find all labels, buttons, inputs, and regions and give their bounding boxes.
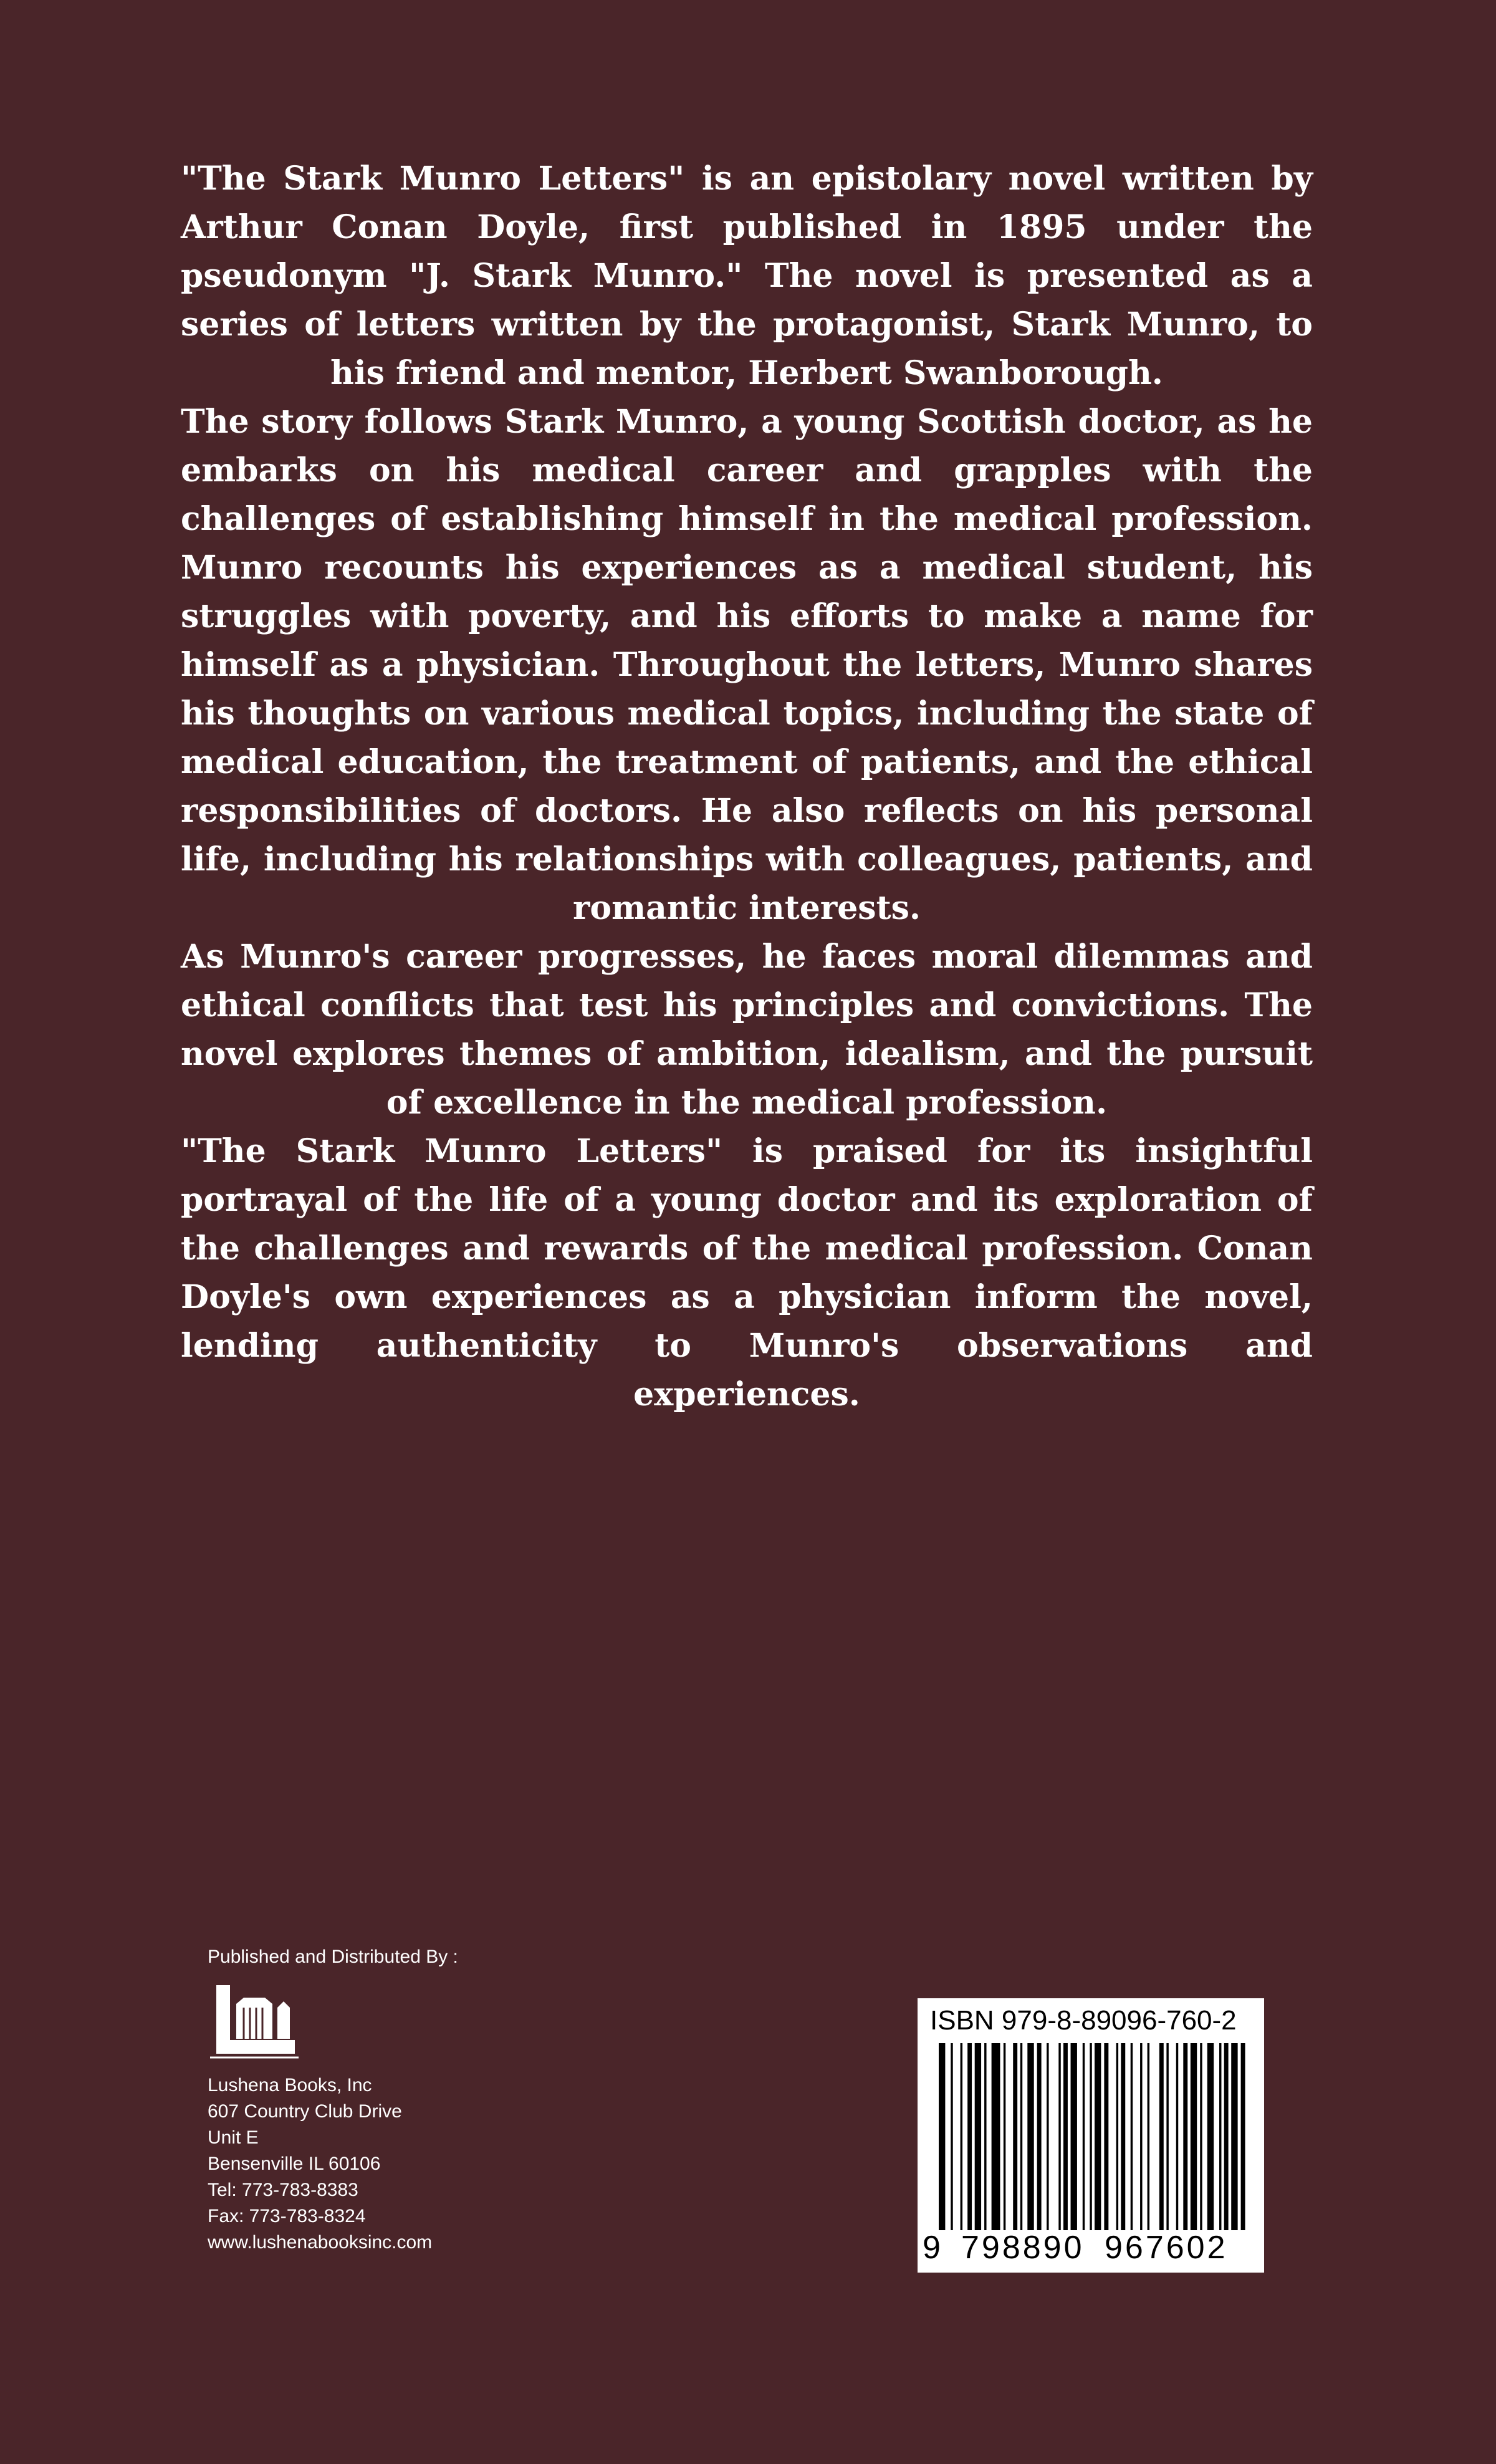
barcode-bar: [1020, 2043, 1022, 2230]
barcode-bar: [1207, 2043, 1214, 2230]
description-paragraph: "The Stark Munro Letters" is an epistolary novel written by Arthur Conan Doyle, first published in 1895 under the pseudonym "J. Stark Munro." The novel is presented as a series of letters written by the protagonist, Stark Munro, to his friend and mentor, Herbert Swanborough.: [181, 160, 1313, 392]
barcode-bar: [1058, 2043, 1060, 2230]
publisher-fax: Fax: 773-783-8324: [208, 2206, 366, 2226]
barcode-bar: [1083, 2043, 1085, 2230]
publisher-heading: Published and Distributed By :: [208, 1947, 458, 1967]
publisher-block: [208, 1945, 644, 2256]
barcode-bar: [1183, 2043, 1187, 2230]
barcode-bar: [1224, 2043, 1229, 2230]
barcode-bar: [1131, 2043, 1133, 2230]
barcode-bar: [975, 2043, 981, 2230]
description-paragraph: The story follows Stark Munro, a young Scottish doctor, as he embarks on his medical career and grapples with the challenges of establishing himself in the medical profession. Munro recounts his experiences as a medical student, his struggles with poverty, and his efforts to make a name for himself as a physician. Throughout the letters, Munro shares his thoughts on various medical topics, including the state of medical education, the treatment of patients, and the ethical responsibilities of doctors. He also reflects on his personal life, including his relationships with colleagues, patients, and romantic interests.: [181, 403, 1313, 927]
barcode-bar: [1176, 2043, 1178, 2230]
barcode-bar: [1219, 2043, 1221, 2230]
barcode-bar: [939, 2043, 945, 2230]
barcode-bar: [1166, 2043, 1168, 2230]
book-description: [181, 155, 1313, 1419]
publisher-tel: Tel: 773-783-8383: [208, 2180, 358, 2200]
barcode-bar: [1004, 2043, 1005, 2230]
barcode-bar: [992, 2043, 1000, 2230]
barcode-bar: [1159, 2043, 1164, 2230]
barcode-bars: [939, 2043, 1250, 2230]
barcode-bar: [1191, 2043, 1197, 2230]
barcode-left-group: 798890: [961, 2230, 1085, 2266]
barcode-bar: [967, 2043, 972, 2230]
publisher-address-line2: Unit E: [208, 2127, 259, 2148]
barcode-bar: [1148, 2043, 1149, 2230]
barcode-bar: [1037, 2043, 1042, 2230]
barcode-bar: [1090, 2043, 1091, 2230]
barcode-bar: [1063, 2043, 1068, 2230]
publisher-address-line1: 607 Country Club Drive: [208, 2101, 402, 2122]
isbn-label: ISBN 979-8-89096-760-2: [930, 2005, 1237, 2036]
barcode-bar: [1200, 2043, 1202, 2230]
barcode-bar: [1140, 2043, 1142, 2230]
barcode-bar: [1095, 2043, 1101, 2230]
publisher-name: Lushena Books, Inc: [208, 2075, 372, 2096]
barcode-bar: [1241, 2043, 1245, 2230]
publisher-city: Bensenville IL 60106: [208, 2154, 381, 2174]
barcode-bar: [1104, 2043, 1108, 2230]
barcode-bar: [1071, 2043, 1077, 2230]
isbn-barcode: [918, 1998, 1264, 2273]
barcode-bar: [1231, 2043, 1237, 2230]
barcode-bar: [984, 2043, 986, 2230]
barcode-bar: [1047, 2043, 1048, 2230]
barcode-bar: [961, 2043, 962, 2230]
description-paragraph: "The Stark Munro Letters" is praised for its insightful portrayal of the life of a young doctor and its exploration of the challenges and rewards of the medical profession. Conan Doyle's own experiences as a physician inform the novel, lending authenticity to Munro's observations and experiences.: [181, 1132, 1313, 1413]
barcode-digits: [918, 2229, 1264, 2266]
barcode-bar: [1116, 2043, 1118, 2230]
lushena-books-logo-icon: [208, 1980, 301, 2061]
barcode-bar: [1013, 2043, 1017, 2230]
publisher-website: www.lushenabooksinc.com: [208, 2232, 433, 2253]
barcode-right-group: 967602: [1105, 2230, 1228, 2266]
barcode-bar: [1121, 2043, 1125, 2230]
barcode-first-digit: 9: [923, 2230, 941, 2266]
barcode-bar: [1027, 2043, 1033, 2230]
barcode-bar: [951, 2043, 952, 2230]
description-paragraph: As Munro's career progresses, he faces moral dilemmas and ethical conflicts that test his principles and convictions. The novel explores themes of ambition, idealism, and the pursuit of excellence in the medical profession.: [181, 938, 1313, 1122]
